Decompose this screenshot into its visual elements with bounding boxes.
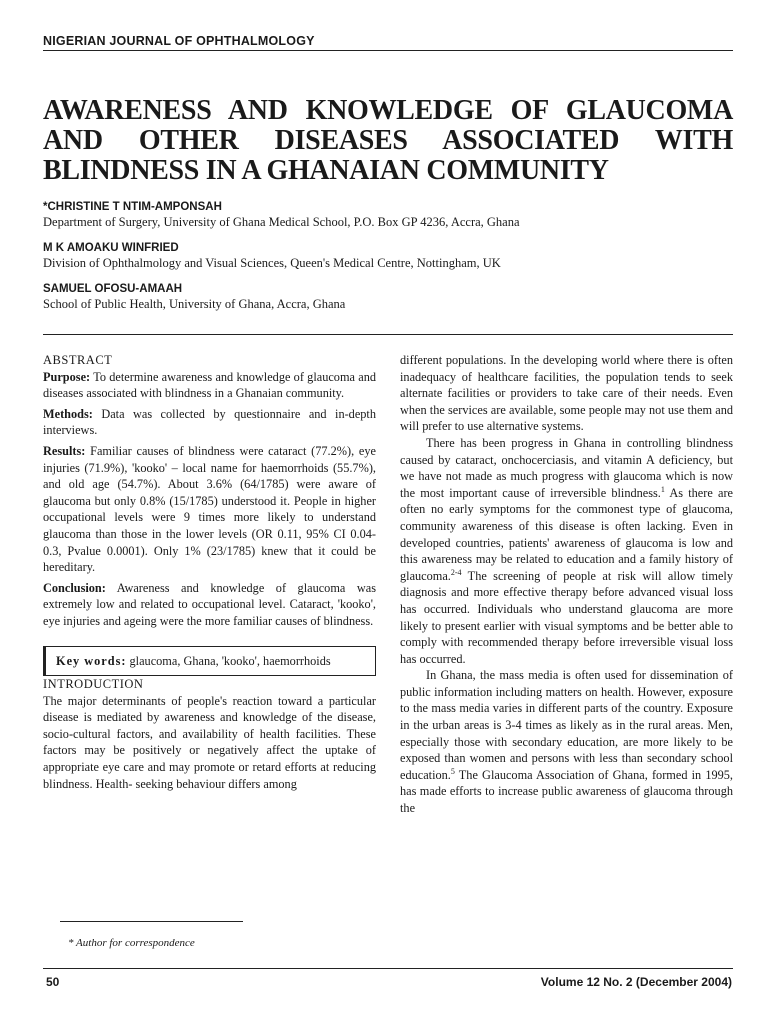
abstract-methods [43, 406, 376, 439]
methods-text: Data was collected by questionnaire and in-depth interviews. [43, 406, 377, 438]
conclusion-text: Awareness and knowledge of glaucoma was extremely low and related to occupational level. Cataract, 'kooko', eye injuries and ageing were the more familiar causes of blindness. [43, 580, 376, 628]
author-name: M K AMOAKU WINFRIED [43, 242, 179, 254]
author-rule [43, 334, 733, 335]
results-label: Results: [43, 443, 86, 458]
abstract-conclusion [43, 580, 376, 630]
body-paragraph [400, 435, 733, 667]
abstract-results [43, 443, 376, 576]
footnote: * Author for correspondence [68, 937, 195, 949]
abstract-heading: ABSTRACT [43, 353, 113, 367]
body-text: As there are often no early symptoms for the commonest type of glaucoma, community awareness of this disease is often lacking. Even in developed countries, patients' awareness of glaucoma is low and this awareness may be related to education and a family history of glaucoma. [400, 485, 733, 583]
introduction-paragraph: The major determinants of people's reaction toward a particular disease is mediated by awareness and knowledge of the disease, socio-cultural factors, and availability of health facilities. These factors may be positively or negatively affect the uptake of appropriate eye care and may promote or retard efforts at reducing blindness. Health- seeking behaviour differs among [43, 693, 376, 791]
body-text: The Glaucoma Association of Ghana, formed in 1995, has made efforts to increase public awareness of glaucoma through the [400, 767, 733, 816]
author-name: *CHRISTINE T NTIM-AMPONSAH [43, 201, 222, 213]
body-text: The screening of people at risk will allow timely diagnosis and more effective therapy before advanced visual loss has occurred. Individuals who understand glaucoma are more likely to present earlier with visual symptoms and be better able to comply with recommended therapy before irreversible visual loss has occurred. [400, 568, 733, 666]
article-title: AWARENESS AND KNOWLEDGE OF GLAUCOMA AND OTHER DISEASES ASSOCIATED WITH BLINDNESS IN A GHANAIAN COMMUNITY [43, 95, 733, 186]
methods-label: Methods: [43, 406, 93, 421]
abstract-purpose [43, 369, 376, 402]
results-text: Familiar causes of blindness were cataract (77.2%), eye injuries (71.9%), 'kooko' – local name for haemorrhoids (55.7%), and old age (54.7%). About 3.6% (64/1785) were aware of glaucoma but only 0.8% (15/1785) understood it. People in higher occupational levels were 9 times more likely to understand glaucoma than those in the lower levels (OR 0.11, 95% CI 0.04-0.3, Pvalue 0.0001). Only 1% (23/1785) knew that it could be hereditary. [43, 443, 376, 575]
right-column [400, 352, 733, 817]
keywords-text: glaucoma, Ghana, 'kooko', haemorrhoids [129, 653, 331, 668]
conclusion-label: Conclusion: [43, 580, 106, 595]
author-affiliation: School of Public Health, University of Ghana, Accra, Ghana [43, 297, 346, 311]
footnote-rule [60, 921, 243, 922]
author-block [43, 200, 733, 323]
keywords-box [43, 646, 376, 677]
page-number: 50 [46, 975, 60, 989]
author-name: SAMUEL OFOSU-AMAAH [43, 283, 183, 295]
citation: 1 [660, 484, 665, 494]
body-paragraph: different populations. In the developing world where there is often inadequacy of healthcare facilities, the population tends to seek alternate facilities or providers to take care of their needs. Even when the services are available, some people may not use them and will prefer to use alternative systems. [400, 353, 733, 434]
volume-info: Volume 12 No. 2 (December 2004) [540, 975, 732, 989]
author-affiliation: Division of Ophthalmology and Visual Sciences, Queen's Medical Centre, Nottingham, UK [43, 256, 501, 270]
purpose-text: To determine awareness and knowledge of glaucoma and diseases associated with blindness in a Ghanaian community. [43, 369, 376, 401]
journal-name: NIGERIAN JOURNAL OF OPHTHALMOLOGY [43, 34, 315, 48]
citation: 5 [450, 766, 455, 776]
purpose-label: Purpose: [43, 369, 91, 384]
header-rule [43, 50, 733, 51]
left-column [43, 352, 376, 792]
citation: 2-4 [450, 567, 462, 577]
footer-rule [43, 968, 733, 969]
keywords-label: Key words: [56, 653, 127, 668]
body-paragraph [400, 667, 733, 816]
body-text: There has been progress in Ghana in controlling blindness caused by cataract, onchocerciasis, and vitamin A deficiency, but we have not made as much progress with glaucoma which is now the most important cause of irreversible blindness. [400, 435, 733, 500]
body-text: In Ghana, the mass media is often used for dissemination of public information including matters on health. However, exposure to the mass media varies in different parts of the country. Exposure in the urban areas is 3-4 times as likely as in the rural areas. Men, especially those with secondary education, are more likely to be exposed than women and persons with less than secondary school education. [400, 668, 733, 782]
author-affiliation: Department of Surgery, University of Ghana Medical School, P.O. Box GP 4236, Accra, Ghana [43, 215, 520, 229]
introduction-heading: INTRODUCTION [43, 677, 144, 692]
